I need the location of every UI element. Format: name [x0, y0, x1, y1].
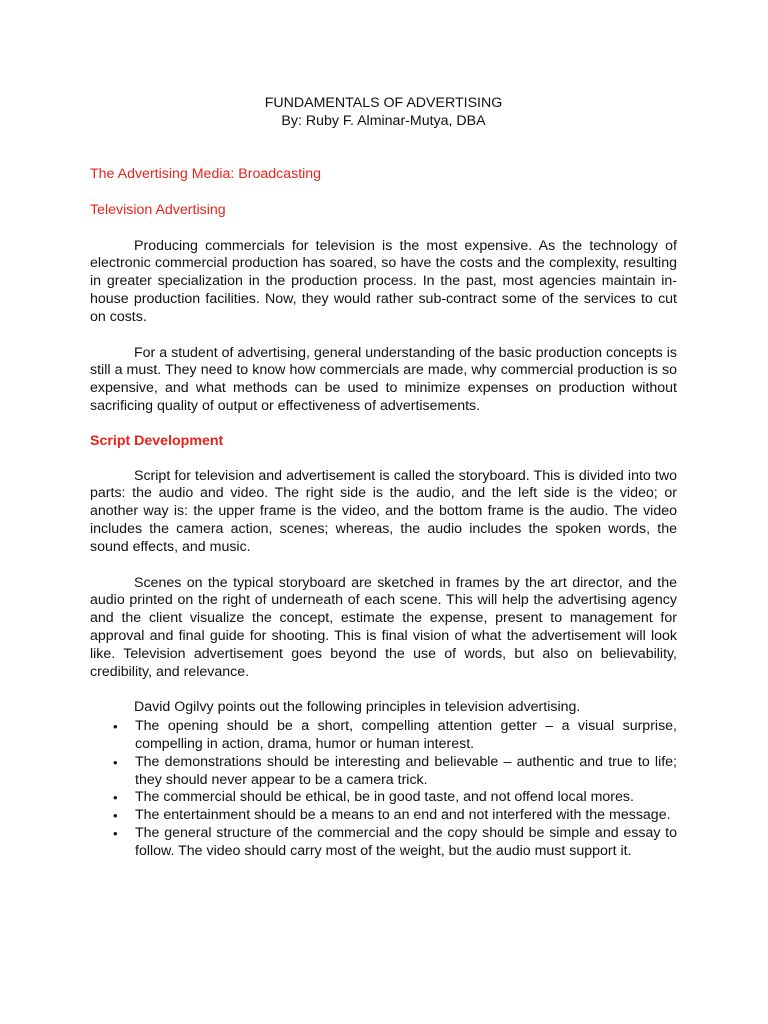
bullet-icon: • — [113, 719, 118, 735]
section-heading-television: Television Advertising — [90, 201, 226, 218]
list-item-text: The demonstrations should be interesting and believable – authentic and true to life; they should never appear to be a camera trick. — [135, 753, 677, 788]
list-item-text: The entertainment should be a means to an end and not interfered with the message. — [135, 807, 671, 824]
paragraph-production-cost: Producing commercials for television is the most expensive. As the technology of electronic commercial production has soared, so have the costs and the complexity, resulting in greater specialization in the production process. In the past, most agencies maintain in-house production facilities. Now, they would rather sub-contract some of the services to cut on costs. — [90, 237, 677, 325]
list-item-text: The opening should be a short, compelling attention getter – a visual surprise, compelling in action, drama, humor or human interest. — [135, 718, 677, 752]
bullet-icon: • — [113, 790, 118, 806]
list-item — [90, 789, 677, 807]
list-item-text: The general structure of the commercial and the copy should be simple and essay to follow. The video should carry most of the weight, but the audio must support it. — [135, 824, 677, 859]
list-item — [90, 718, 677, 754]
section-heading-script: Script Development — [90, 432, 224, 449]
paragraph-student-understanding: For a student of advertising, general understanding of the basic production concepts is still a must. They need to know how commercials are made, why commercial production is so expensive, and what methods can be used to minimize expenses on production without sacrificing quality of output or effectiveness of advertisements. — [90, 344, 677, 414]
principles-list — [90, 718, 677, 860]
bullet-icon: • — [113, 754, 118, 770]
paragraph-scenes: Scenes on the typical storyboard are sketched in frames by the art director, and the audio printed on the right of underneath of each scene. This will help the advertising agency and the client visualize the concept, estimate the expense, present to management for approval and final guide for shooting. This is final vision of what the advertisement will look like. Television advertisement goes beyond the use of words, but also on believability, credibility, and relevance. — [90, 574, 677, 680]
list-item-text: The commercial should be ethical, be in good taste, and not offend local mores. — [135, 789, 634, 806]
document-header — [90, 94, 677, 130]
document-author: By: Ruby F. Alminar-Mutya, DBA — [281, 113, 486, 129]
document-title: FUNDAMENTALS OF ADVERTISING — [264, 95, 503, 111]
bullet-icon: • — [113, 808, 118, 824]
section-heading-broadcasting: The Advertising Media: Broadcasting — [90, 166, 322, 182]
list-item — [90, 754, 677, 790]
paragraph-storyboard: Script for television and advertisement is called the storyboard. This is divided into two parts: the audio and video. The right side is the audio, and the left side is the video; or another way is: the upper frame is the video, and the bottom frame is the audio. The video includes the camera action, scenes; whereas, the audio includes the spoken words, the sound effects, and music. — [90, 467, 677, 555]
bullet-icon: • — [113, 825, 118, 841]
paragraph-ogilvy-intro: David Ogilvy points out the following principles in television advertising. — [134, 699, 581, 716]
list-item — [90, 807, 677, 825]
list-item — [90, 825, 677, 861]
